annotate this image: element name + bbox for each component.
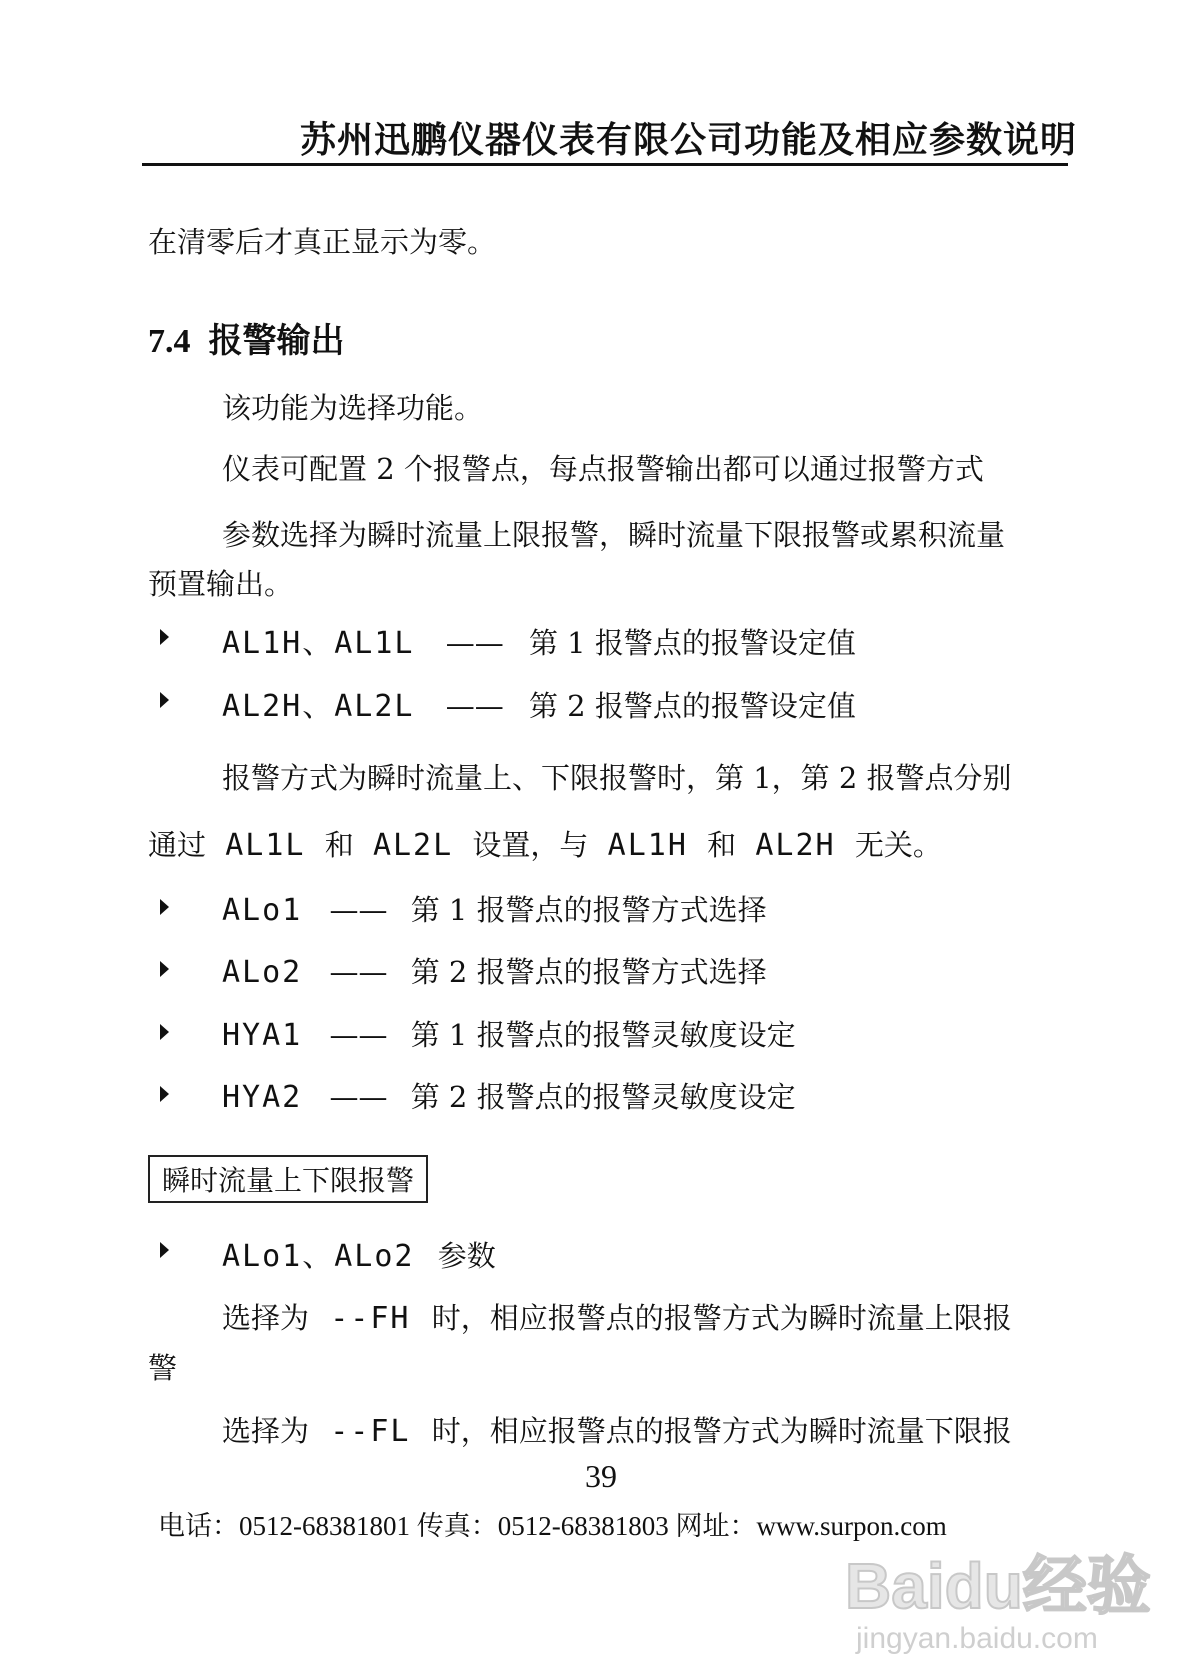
bullet-icon — [160, 1242, 169, 1258]
param-desc: 第 1 报警点的报警方式选择 — [410, 893, 767, 927]
em-dash: —— — [329, 893, 388, 927]
param-code: HYA1 — [222, 1018, 303, 1053]
param-code: --FL — [330, 1414, 411, 1449]
list-item — [222, 618, 856, 662]
em-dash: —— — [445, 626, 504, 660]
paragraph-3a: 参数选择为瞬时流量上限报警，瞬时流量下限报警或累积流量 — [222, 518, 1006, 552]
em-dash: —— — [329, 955, 388, 989]
bullet-icon — [160, 1086, 169, 1102]
param-desc: 第 2 报警点的报警方式选择 — [410, 955, 767, 989]
select-line-2 — [222, 1409, 1012, 1450]
section-title: 报警输出 — [208, 321, 345, 361]
paragraph-1: 该功能为选择功能。 — [222, 391, 484, 425]
section-heading — [148, 313, 345, 362]
bullet-icon — [160, 629, 169, 645]
footer-contact: 电话：0512-68381801 传真：0512-68381803 网址：www.surpon.com — [158, 1511, 947, 1541]
section-number: 7.4 — [148, 323, 191, 360]
param-desc: 第 2 报警点的报警设定值 — [528, 689, 856, 723]
text-fragment: 和 — [707, 828, 737, 862]
mode-paragraph-line1: 报警方式为瞬时流量上、下限报警时，第 1，第 2 报警点分别 — [222, 761, 1012, 795]
em-dash: —— — [445, 689, 504, 723]
page-number: 39 — [585, 1458, 617, 1494]
boxed-section-label: 瞬时流量上下限报警 — [148, 1155, 428, 1203]
em-dash: —— — [329, 1080, 388, 1114]
list-item — [222, 681, 856, 725]
list-item — [222, 1013, 796, 1054]
text-fragment: 和 — [324, 828, 354, 862]
paragraph-3b: 预置输出。 — [148, 567, 294, 601]
bullet-icon — [160, 961, 169, 977]
param-code: ALo1 — [222, 893, 303, 928]
bullet-icon — [160, 692, 169, 708]
select-line-1-cont: 警 — [148, 1351, 178, 1385]
param-desc: 第 2 报警点的报警灵敏度设定 — [410, 1080, 796, 1114]
param-desc: 参数 — [437, 1239, 496, 1273]
text-fragment: 选择为 — [222, 1414, 310, 1448]
param-code: ALo2 — [222, 955, 303, 990]
text-fragment: 通过 — [148, 828, 207, 862]
bullet-icon — [160, 899, 169, 915]
baidu-watermark-url: jingyan.baidu.com — [856, 1622, 1098, 1655]
param-desc: 第 1 报警点的报警设定值 — [528, 626, 856, 660]
list-item — [222, 950, 767, 991]
param-code: AL2H — [755, 828, 836, 863]
bullet-icon — [160, 1024, 169, 1040]
text-fragment: 选择为 — [222, 1301, 310, 1335]
list-item — [222, 1075, 796, 1116]
mode-paragraph-line2 — [148, 823, 942, 864]
list-item — [222, 1231, 496, 1275]
param-code: ALo1、ALo2 — [222, 1239, 415, 1274]
text-fragment: 设置，与 — [472, 828, 589, 862]
param-code: AL1L — [225, 828, 306, 863]
param-desc: 第 1 报警点的报警灵敏度设定 — [410, 1018, 796, 1052]
paragraph-2: 仪表可配置 2 个报警点，每点报警输出都可以通过报警方式 — [222, 452, 984, 486]
intro-line: 在清零后才真正显示为零。 — [148, 225, 497, 259]
baidu-watermark-logo: Baidu经验 — [845, 1550, 1151, 1622]
param-code: HYA2 — [222, 1080, 303, 1115]
param-code: --FH — [330, 1301, 411, 1336]
param-code: AL2L — [372, 828, 454, 863]
select-line-1 — [222, 1296, 1012, 1337]
text-fragment: 时，相应报警点的报警方式为瞬时流量下限报 — [431, 1414, 1012, 1448]
page-header-title: 苏州迅鹏仪器仪表有限公司功能及相应参数说明 — [300, 119, 1078, 161]
em-dash: —— — [329, 1018, 388, 1052]
list-item — [222, 888, 767, 929]
header-divider — [142, 163, 1068, 166]
text-fragment: 无关。 — [854, 828, 942, 862]
param-code: AL2H、AL2L — [222, 689, 415, 724]
param-code: AL1H、AL1L — [222, 626, 415, 661]
param-code: AL1H — [607, 828, 688, 863]
text-fragment: 时，相应报警点的报警方式为瞬时流量上限报 — [431, 1301, 1012, 1335]
